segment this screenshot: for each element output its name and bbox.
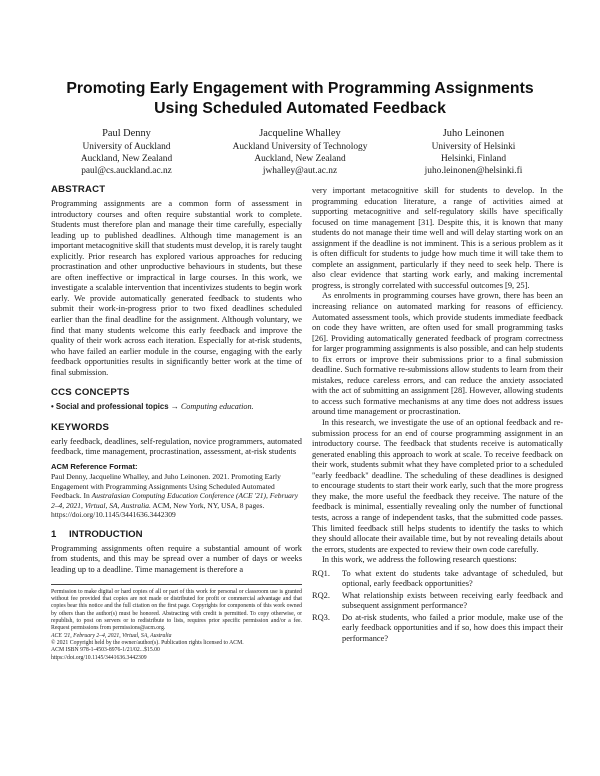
ccs-concept: • Social and professional topics: [51, 402, 169, 412]
research-question-2: [312, 591, 563, 612]
title-line-1: Promoting Early Engagement with Programming Assignments: [66, 80, 534, 97]
permission-venue: [51, 633, 302, 640]
research-question-3: [312, 613, 563, 645]
rq-text: To what extent do students take advantage of scheduled, but optional, early feedback opportunities?: [342, 568, 563, 589]
author-1: [40, 127, 213, 177]
introduction-text: Programming assignments often require a substantial amount of work from students, and this may be spread over a number of days or weeks leading up to a deadline. Time management is therefore a: [51, 543, 302, 574]
footnote-divider: [51, 584, 302, 585]
permission-notice: Permission to make digital or hard copies of all or part of this work for personal or classroom use is granted without fee provided that copies are not made or distributed for profit or commercial advantage and that copies bear this notice and the full citation on the first page. Copyrights for components of this work owned by others than the author(s) must be honored. Abstracting with credit is permitted. To copy otherwise, or republish, to post on servers or to redistribute to lists, requires prior specific permission and/or a fee. Request permissions from permissions@acm.org.: [51, 588, 302, 632]
rq-text: What relationship exists between receiving early feedback and subsequent assignment performance?: [342, 590, 563, 611]
left-column: [51, 184, 302, 662]
author-email: jwhalley@aut.ac.nz: [262, 165, 338, 176]
author-location: Helsinki, Finland: [440, 153, 507, 164]
rq-label: RQ1.: [312, 568, 330, 578]
rq-label: RQ2.: [312, 590, 330, 600]
author-name: Jacqueline Whalley: [259, 128, 341, 139]
acm-reference-part1: Paul Denny, Jacqueline Whalley, and Juho Leinonen. 2021. Promoting Early Engagement with Programming Assignments Using Scheduled Automated Feedback. In: [51, 471, 281, 501]
permission-venue-text: ACE '21, February 2–4, 2021, Virtual, SA, Australia: [51, 632, 172, 639]
author-3: [387, 127, 560, 177]
author-affiliation: University of Auckland: [82, 141, 171, 152]
acm-reference-venue: Australasian Computing Education Conference (ACE '21), February 2–4, 2021, Virtual, SA, Australia.: [51, 491, 299, 510]
author-block: [40, 127, 560, 177]
paper-title: [40, 79, 560, 119]
author-location: Auckland, New Zealand: [80, 153, 173, 164]
author-email: paul@cs.auckland.ac.nz: [81, 165, 172, 176]
section-title: INTRODUCTION: [69, 528, 143, 540]
research-question-1: [312, 569, 563, 590]
ccs-subconcept: Computing education.: [180, 402, 254, 412]
author-affiliation: Auckland University of Technology: [232, 141, 368, 152]
body-paragraph-2: As enrolments in programming courses have grown, there has been an increasing reliance on automated marking for reasons of efficiency. Automated assessment tools, which provide students immediate feedback on code they have written, are often used for small programming tasks [26]. Providing automatically generated feedback of program correctness for larger programming assignments is also possible, and can help students to fix errors or improve their submissions prior to a final submission deadline. Such formative re-submissions allow students to learn from their mistakes, reduce careless errors, and can reduce the anxiety associated with the act of submitting an assignment [28]. However, allowing students to access such formative mechanisms at any time does not address issues around time management or procrastination.: [312, 291, 563, 417]
copyright-notice: © 2021 Copyright held by the owner/author(s). Publication rights licensed to ACM.: [51, 639, 244, 646]
abstract-heading: ABSTRACT: [51, 184, 106, 195]
author-name: Paul Denny: [102, 128, 151, 139]
title-line-2: Using Scheduled Automated Feedback: [154, 100, 446, 117]
introduction-heading: [51, 529, 302, 541]
keywords-text: early feedback, deadlines, self-regulation, novice programmers, automated feedback, time management, procrastination, assessment, at-risk students: [51, 436, 302, 457]
abstract-text: Programming assignments are a common form of assessment in introductory courses and often require substantial work to complete. Students must therefore plan and manage their time carefully, especially leading up to published deadlines. Although time management is an important metacognitive skill that students must develop, it is rarely taught explicitly. Prior research has explored various approaches for reducing procrastination and other unproductive behaviours in students, but these are often ineffective or impractical in large courses. In this work, we investigate a scalable intervention that incentivizes students to begin work early. We provide automatically generated feedback to students who submit their work-in-progress prior to two fixed deadlines scheduled earlier than the final deadline for the assignment. Although voluntary, we find that many students welcome this early feedback and improve the quality of their work across each iteration. Especially for at-risk students, who have failed an earlier module in the course, engaging with the early feedback opportunities results in significantly better work at the time of final submission.: [51, 199, 302, 377]
author-email: juho.leinonen@helsinki.fi: [424, 165, 523, 176]
ccs-arrow: →: [168, 402, 181, 412]
rq-text: Do at-risk students, who failed a prior module, make use of the early feedback opportunities and if so, how does this impact their performance?: [342, 612, 563, 643]
isbn: ACM ISBN 978-1-4503-8976-1/21/02...$15.00: [51, 647, 160, 654]
body-paragraph-4: In this work, we address the following research questions:: [322, 555, 517, 565]
author-name: Juho Leinonen: [442, 128, 505, 139]
acm-reference-part2: ACM, New York, NY, USA, 8 pages. https://doi.org/10.1145/3441636.3442309: [51, 500, 265, 520]
section-number: 1: [51, 528, 57, 540]
ccs-concepts: [51, 402, 302, 413]
author-location: Auckland, New Zealand: [254, 153, 346, 164]
body-paragraph-3: In this research, we investigate the use of an optional feedback and re-submission process for an end of course programming assignment in an introductory course. The feedback that students receive is automatically generated enabling this approach to work at scale. To receive feedback on their work, students submit what they have completed prior to a scheduled "early feedback" deadline. The scheduling of these deadlines is designed to encourage students to start their work early, such that the more progress they make, the more useful the feedback they receive. The nature of the feedback is minimal, essentially revealing only the number of functional tests, across a range of independent tasks, that the submitted code passes. This limited feedback still helps students to identify the tasks to which they should allocate their available time, but by not revealing details about the errors, students are expected to review their own code carefully.: [312, 418, 563, 554]
author-2: [214, 127, 387, 177]
body-paragraph-1: very important metacognitive skill for students to develop. In the programming education literature, a range of activities aimed at supporting metacognitive and self-regulatory skills have specifically focused on time management [31]. Despite this, it is known that many students do not manage their time well and will delay starting work on an assignment if the deadline is not imminent. This is a serious problem as it is often difficult for students to judge how much time it will take them to complete an assignment, particularly if they need to seek help. There is also clear evidence that starting work early, and making incremental progress, is strongly correlated with successful outcomes [9, 25].: [312, 186, 563, 290]
acm-reference-heading: ACM Reference Format:: [51, 461, 138, 471]
author-affiliation: University of Helsinki: [431, 141, 516, 152]
acm-reference-text: [51, 472, 302, 520]
rq-label: RQ3.: [312, 612, 330, 622]
doi-link[interactable]: https://doi.org/10.1145/3441636.3442309: [51, 654, 147, 661]
right-column: [312, 186, 563, 646]
ccs-heading: CCS CONCEPTS: [51, 387, 130, 399]
keywords-heading: KEYWORDS: [51, 421, 110, 433]
